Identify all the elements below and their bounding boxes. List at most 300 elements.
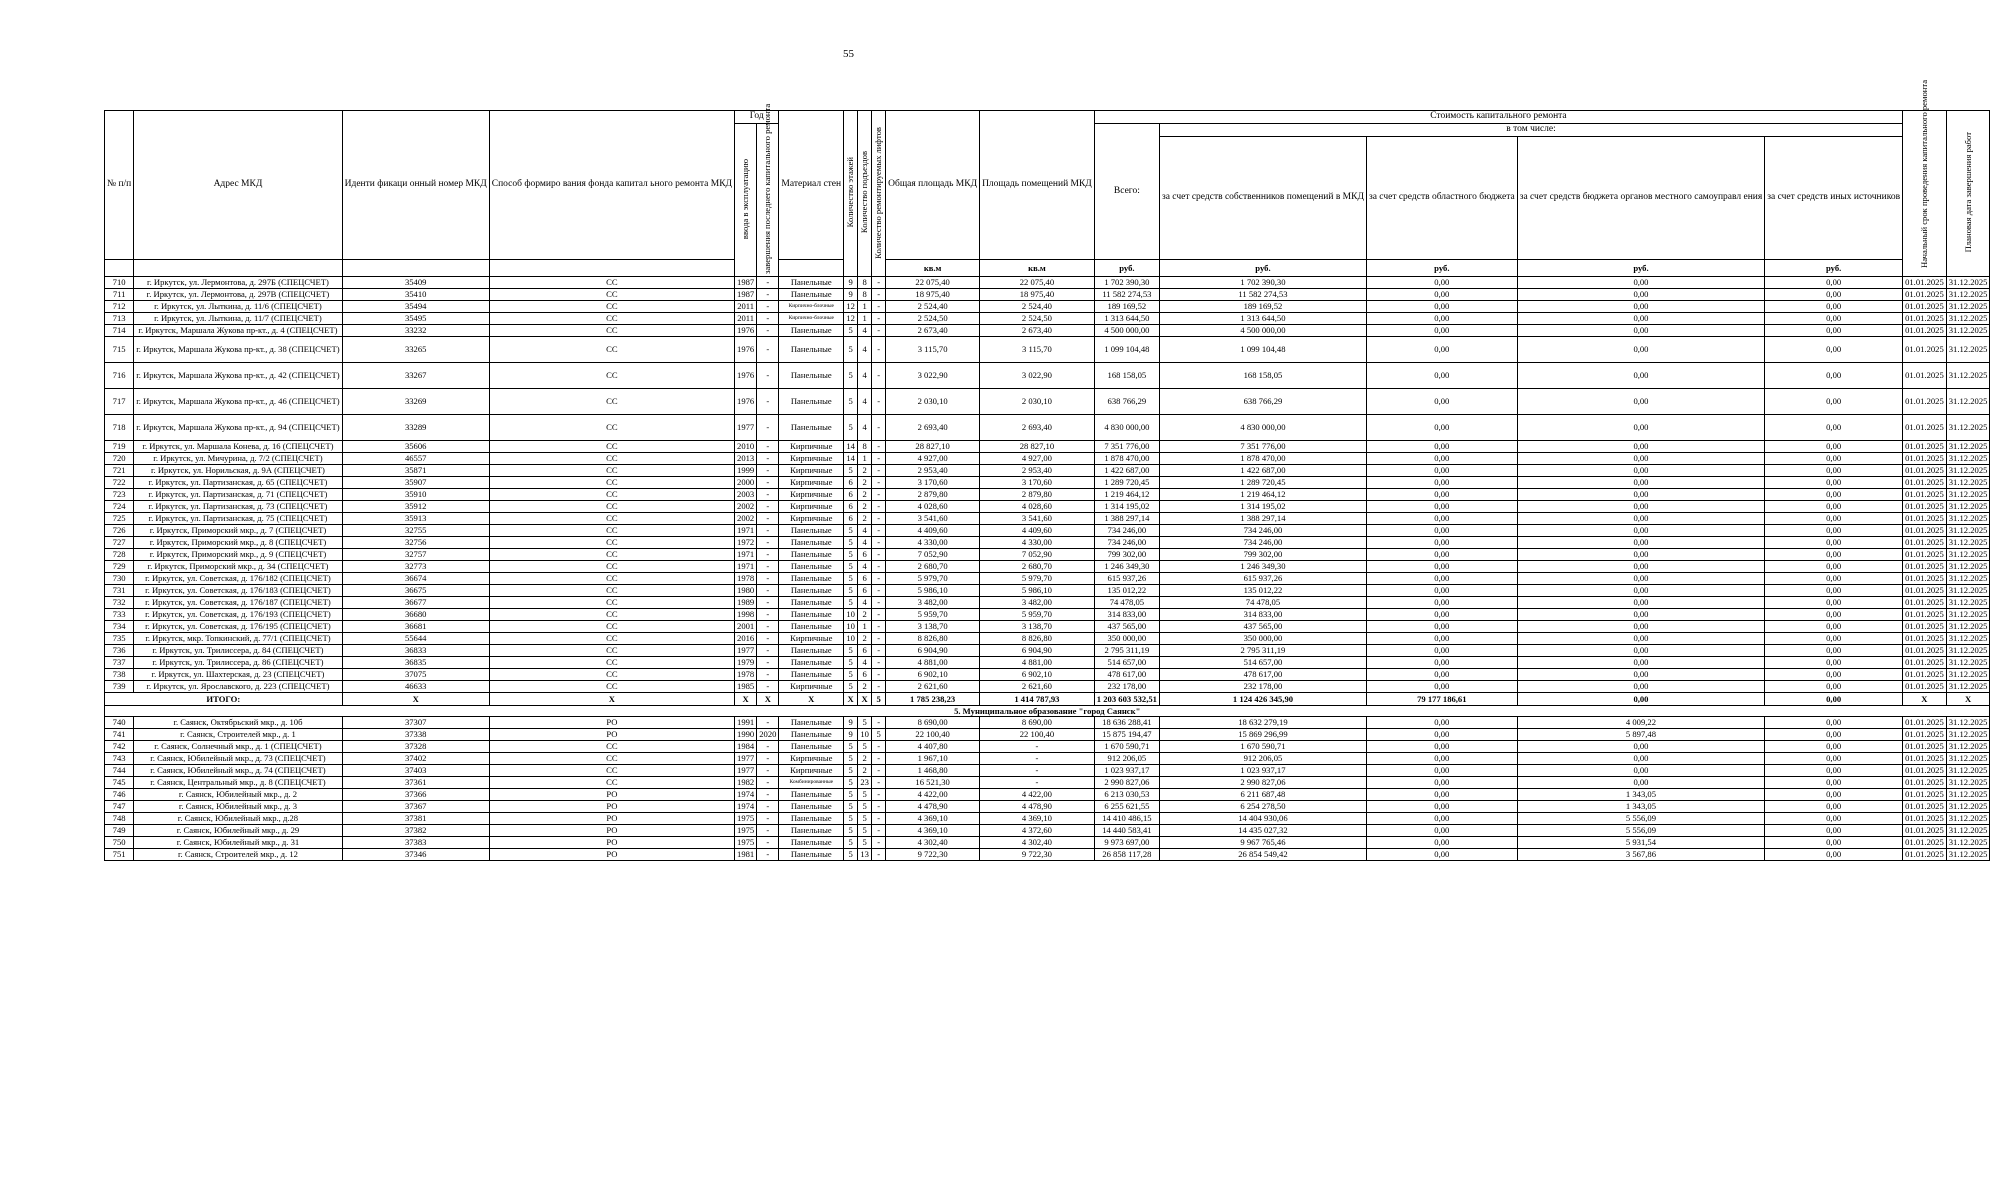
year-repair-cell: - <box>757 801 779 813</box>
col-incl: в том числе: <box>1159 124 1902 137</box>
total-cell: X <box>858 693 872 706</box>
unit-rub: руб. <box>1765 260 1903 277</box>
total-cost-cell: 14 440 583,41 <box>1094 825 1159 837</box>
end-date-cell: 31.12.2025 <box>1946 301 1990 313</box>
entrances-cell: 2 <box>858 465 872 477</box>
other-cell: 0,00 <box>1765 645 1903 657</box>
year-commission-cell: 1975 <box>735 813 757 825</box>
total-area-cell: 4 369,10 <box>886 825 980 837</box>
lifts-cell: - <box>872 837 886 849</box>
regional-cell: 0,00 <box>1366 789 1517 801</box>
start-date-cell: 01.01.2025 <box>1903 681 1947 693</box>
year-repair-cell: - <box>757 753 779 765</box>
local-cell: 0,00 <box>1517 585 1765 597</box>
address-cell: г. Саянск, Строителей мкр., д. 12 <box>134 849 342 861</box>
other-cell: 0,00 <box>1765 301 1903 313</box>
local-cell: 0,00 <box>1517 465 1765 477</box>
floors-cell: 9 <box>844 729 858 741</box>
address-cell: г. Иркутск, ул. Ярославского, д. 223 (СПЕЦСЧЕТ) <box>134 681 342 693</box>
table-row <box>105 717 1990 729</box>
premises-area-cell: 5 979,70 <box>980 573 1095 585</box>
table-row <box>105 501 1990 513</box>
total-area-cell: 2 680,70 <box>886 561 980 573</box>
floors-cell: 9 <box>844 289 858 301</box>
owners-cell: 135 012,22 <box>1159 585 1366 597</box>
start-date-cell: 01.01.2025 <box>1903 597 1947 609</box>
id-cell: 36674 <box>342 573 489 585</box>
owners-cell: 6 254 278,50 <box>1159 801 1366 813</box>
entrances-cell: 4 <box>858 537 872 549</box>
other-cell: 0,00 <box>1765 513 1903 525</box>
total-area-cell: 4 407,80 <box>886 741 980 753</box>
year-commission-cell: 1998 <box>735 609 757 621</box>
owners-cell: 18 632 279,19 <box>1159 717 1366 729</box>
lifts-cell: - <box>872 561 886 573</box>
year-repair-cell: 2020 <box>757 729 779 741</box>
entrances-cell: 6 <box>858 585 872 597</box>
table-row <box>105 681 1990 693</box>
lifts-cell: - <box>872 633 886 645</box>
col-other: за счет средств иных источников <box>1765 137 1903 260</box>
local-cell: 0,00 <box>1517 681 1765 693</box>
total-local: 0,00 <box>1517 693 1765 706</box>
material-cell: Панельные <box>779 561 844 573</box>
start-date-cell: 01.01.2025 <box>1903 441 1947 453</box>
local-cell: 0,00 <box>1517 301 1765 313</box>
local-cell: 0,00 <box>1517 633 1765 645</box>
total-area-cell: 3 482,00 <box>886 597 980 609</box>
total-area-cell: 4 028,60 <box>886 501 980 513</box>
address-cell: г. Саянск, Центральный мкр., д. 8 (СПЕЦСЧЕТ) <box>134 777 342 789</box>
regional-cell: 0,00 <box>1366 585 1517 597</box>
address-cell: г. Саянск, Октябрьский мкр., д. 10б <box>134 717 342 729</box>
row-num: 712 <box>105 301 134 313</box>
premises-area-cell: 4 372,60 <box>980 825 1095 837</box>
floors-cell: 5 <box>844 465 858 477</box>
start-date-cell: 01.01.2025 <box>1903 549 1947 561</box>
total-area-cell: 2 030,10 <box>886 389 980 415</box>
table-row <box>105 609 1990 621</box>
year-repair-cell: - <box>757 645 779 657</box>
address-cell: г. Иркутск, ул. Трилиссера, д. 86 (СПЕЦСЧЕТ) <box>134 657 342 669</box>
premises-area-cell: 22 100,40 <box>980 729 1095 741</box>
row-num: 746 <box>105 789 134 801</box>
entrances-cell: 4 <box>858 389 872 415</box>
method-cell: СС <box>489 277 734 289</box>
id-cell: 35494 <box>342 301 489 313</box>
entrances-cell: 2 <box>858 501 872 513</box>
premises-area-cell: 5 986,10 <box>980 585 1095 597</box>
entrances-cell: 4 <box>858 363 872 389</box>
floors-cell: 10 <box>844 621 858 633</box>
row-num: 750 <box>105 837 134 849</box>
total-cell: X <box>757 693 779 706</box>
entrances-cell: 5 <box>858 717 872 729</box>
address-cell: г. Иркутск, ул. Лермонтова, д. 297В (СПЕЦСЧЕТ) <box>134 289 342 301</box>
address-cell: г. Иркутск, ул. Норильская, д. 9А (СПЕЦСЧЕТ) <box>134 465 342 477</box>
other-cell: 0,00 <box>1765 415 1903 441</box>
premises-area-cell: 2 524,40 <box>980 301 1095 313</box>
lifts-cell: - <box>872 363 886 389</box>
local-cell: 0,00 <box>1517 501 1765 513</box>
owners-cell: 1 289 720,45 <box>1159 477 1366 489</box>
local-cell: 5 556,09 <box>1517 825 1765 837</box>
year-commission-cell: 1991 <box>735 717 757 729</box>
local-cell: 0,00 <box>1517 777 1765 789</box>
year-repair-cell: - <box>757 501 779 513</box>
other-cell: 0,00 <box>1765 789 1903 801</box>
year-commission-cell: 1990 <box>735 729 757 741</box>
start-date-cell: 01.01.2025 <box>1903 789 1947 801</box>
method-cell: СС <box>489 765 734 777</box>
total-cost-cell: 6 255 621,55 <box>1094 801 1159 813</box>
total-area-cell: 4 330,00 <box>886 537 980 549</box>
page-number: 55 <box>843 48 854 60</box>
premises-area-cell: - <box>980 777 1095 789</box>
table-row <box>105 313 1990 325</box>
floors-cell: 5 <box>844 389 858 415</box>
capital-repair-table <box>104 79 1990 861</box>
total-cost-cell: 15 875 194,47 <box>1094 729 1159 741</box>
id-cell: 37346 <box>342 849 489 861</box>
table-row <box>105 765 1990 777</box>
method-cell: СС <box>489 313 734 325</box>
year-repair-cell: - <box>757 789 779 801</box>
floors-cell: 5 <box>844 645 858 657</box>
address-cell: г. Саянск, Юбилейный мкр., д.28 <box>134 813 342 825</box>
col-floors: Количество этажей <box>844 111 858 277</box>
local-cell: 0,00 <box>1517 325 1765 337</box>
year-commission-cell: 1975 <box>735 825 757 837</box>
owners-cell: 232 178,00 <box>1159 681 1366 693</box>
lifts-cell: - <box>872 669 886 681</box>
owners-cell: 734 246,00 <box>1159 525 1366 537</box>
lifts-cell: - <box>872 441 886 453</box>
address-cell: г. Иркутск, ул. Партизанская, д. 71 (СПЕЦСЧЕТ) <box>134 489 342 501</box>
total-cost-cell: 1 702 390,30 <box>1094 277 1159 289</box>
end-date-cell: 31.12.2025 <box>1946 813 1990 825</box>
regional-cell: 0,00 <box>1366 289 1517 301</box>
other-cell: 0,00 <box>1765 597 1903 609</box>
premises-area-cell: 18 975,40 <box>980 289 1095 301</box>
premises-area-cell: 2 693,40 <box>980 415 1095 441</box>
total-area-cell: 1 967,10 <box>886 753 980 765</box>
owners-cell: 799 302,00 <box>1159 549 1366 561</box>
total-cost-cell: 734 246,00 <box>1094 525 1159 537</box>
col-year-group: Год <box>735 111 779 124</box>
total-cost-cell: 314 833,00 <box>1094 609 1159 621</box>
start-date-cell: 01.01.2025 <box>1903 525 1947 537</box>
id-cell: 35907 <box>342 477 489 489</box>
total-cell: X <box>342 693 489 706</box>
table-header <box>105 79 1990 277</box>
lifts-cell: - <box>872 609 886 621</box>
end-date-cell: 31.12.2025 <box>1946 753 1990 765</box>
address-cell: г. Иркутск, Маршала Жукова пр-кт., д. 42 (СПЕЦСЧЕТ) <box>134 363 342 389</box>
start-date-cell: 01.01.2025 <box>1903 513 1947 525</box>
floors-cell: 5 <box>844 753 858 765</box>
premises-area-cell: 8 826,80 <box>980 633 1095 645</box>
owners-cell: 11 582 274,53 <box>1159 289 1366 301</box>
year-repair-cell: - <box>757 717 779 729</box>
regional-cell: 0,00 <box>1366 657 1517 669</box>
id-cell: 33267 <box>342 363 489 389</box>
total-area-cell: 5 959,70 <box>886 609 980 621</box>
other-cell: 0,00 <box>1765 837 1903 849</box>
other-cell: 0,00 <box>1765 729 1903 741</box>
table-row <box>105 537 1990 549</box>
start-date-cell: 01.01.2025 <box>1903 825 1947 837</box>
year-commission-cell: 1971 <box>735 561 757 573</box>
method-cell: РО <box>489 789 734 801</box>
row-num: 745 <box>105 777 134 789</box>
local-cell: 4 009,22 <box>1517 717 1765 729</box>
material-cell: Кирпичные <box>779 633 844 645</box>
year-commission-cell: 1978 <box>735 669 757 681</box>
other-cell: 0,00 <box>1765 441 1903 453</box>
total-area-cell: 2 524,40 <box>886 301 980 313</box>
start-date-cell: 01.01.2025 <box>1903 561 1947 573</box>
method-cell: СС <box>489 363 734 389</box>
method-cell: СС <box>489 415 734 441</box>
table-row <box>105 741 1990 753</box>
total-area-cell: 3 115,70 <box>886 337 980 363</box>
material-cell: Комбинированные <box>779 777 844 789</box>
row-num: 714 <box>105 325 134 337</box>
year-repair-cell: - <box>757 337 779 363</box>
regional-cell: 0,00 <box>1366 681 1517 693</box>
method-cell: СС <box>489 465 734 477</box>
floors-cell: 5 <box>844 825 858 837</box>
row-num: 728 <box>105 549 134 561</box>
floors-cell: 6 <box>844 501 858 513</box>
row-num: 719 <box>105 441 134 453</box>
lifts-cell: - <box>872 289 886 301</box>
year-commission-cell: 1976 <box>735 337 757 363</box>
end-date-cell: 31.12.2025 <box>1946 513 1990 525</box>
row-num: 725 <box>105 513 134 525</box>
total-cost-cell: 1 878 470,00 <box>1094 453 1159 465</box>
table-row <box>105 337 1990 363</box>
floors-cell: 5 <box>844 337 858 363</box>
address-cell: г. Иркутск, ул. Шахтерская, д. 23 (СПЕЦСЧЕТ) <box>134 669 342 681</box>
floors-cell: 5 <box>844 597 858 609</box>
row-num: 727 <box>105 537 134 549</box>
year-repair-cell: - <box>757 597 779 609</box>
year-commission-cell: 1977 <box>735 753 757 765</box>
entrances-cell: 5 <box>858 741 872 753</box>
total-cost-cell: 1 388 297,14 <box>1094 513 1159 525</box>
start-date-cell: 01.01.2025 <box>1903 645 1947 657</box>
col-year-commission: ввода в эксплуатацию <box>735 124 757 277</box>
regional-cell: 0,00 <box>1366 537 1517 549</box>
end-date-cell: 31.12.2025 <box>1946 465 1990 477</box>
method-cell: СС <box>489 549 734 561</box>
col-year-last-repair: завершения последнего капитального ремонта <box>757 124 779 277</box>
method-cell: РО <box>489 825 734 837</box>
local-cell: 0,00 <box>1517 489 1765 501</box>
lifts-cell: - <box>872 741 886 753</box>
total-cost-cell: 734 246,00 <box>1094 537 1159 549</box>
method-cell: СС <box>489 325 734 337</box>
regional-cell: 0,00 <box>1366 453 1517 465</box>
row-num: 740 <box>105 717 134 729</box>
year-repair-cell: - <box>757 525 779 537</box>
end-date-cell: 31.12.2025 <box>1946 669 1990 681</box>
regional-cell: 0,00 <box>1366 415 1517 441</box>
other-cell: 0,00 <box>1765 325 1903 337</box>
id-cell: 37381 <box>342 813 489 825</box>
year-repair-cell: - <box>757 549 779 561</box>
entrances-cell: 2 <box>858 489 872 501</box>
year-commission-cell: 1980 <box>735 585 757 597</box>
entrances-cell: 4 <box>858 597 872 609</box>
total-cost-cell: 1 313 644,50 <box>1094 313 1159 325</box>
premises-area-cell: 3 115,70 <box>980 337 1095 363</box>
method-cell: СС <box>489 441 734 453</box>
table-row <box>105 753 1990 765</box>
entrances-cell: 6 <box>858 669 872 681</box>
total-area-cell: 22 100,40 <box>886 729 980 741</box>
unit-area: кв.м <box>980 260 1095 277</box>
method-cell: СС <box>489 477 734 489</box>
total-cost-cell: 168 158,05 <box>1094 363 1159 389</box>
lifts-cell: - <box>872 501 886 513</box>
address-cell: г. Иркутск, ул. Лермонтова, д. 297Б (СПЕЦСЧЕТ) <box>134 277 342 289</box>
id-cell: 35910 <box>342 489 489 501</box>
owners-cell: 1 878 470,00 <box>1159 453 1366 465</box>
rows-group-a <box>105 277 1990 337</box>
lifts-cell: - <box>872 681 886 693</box>
owners-cell: 4 500 000,00 <box>1159 325 1366 337</box>
local-cell: 0,00 <box>1517 657 1765 669</box>
end-date-cell: 31.12.2025 <box>1946 633 1990 645</box>
id-cell: 37328 <box>342 741 489 753</box>
regional-cell: 0,00 <box>1366 501 1517 513</box>
other-cell: 0,00 <box>1765 501 1903 513</box>
total-area-cell: 28 827,10 <box>886 441 980 453</box>
entrances-cell: 1 <box>858 301 872 313</box>
start-date-cell: 01.01.2025 <box>1903 585 1947 597</box>
material-cell: Панельные <box>779 621 844 633</box>
lifts-cell: - <box>872 573 886 585</box>
start-date-cell: 01.01.2025 <box>1903 657 1947 669</box>
id-cell: 32756 <box>342 537 489 549</box>
row-num: 723 <box>105 489 134 501</box>
end-date-cell: 31.12.2025 <box>1946 825 1990 837</box>
total-other: 0,00 <box>1765 693 1903 706</box>
row-num: 736 <box>105 645 134 657</box>
year-commission-cell: 1976 <box>735 325 757 337</box>
col-num: № п/п <box>105 111 134 260</box>
start-date-cell: 01.01.2025 <box>1903 753 1947 765</box>
entrances-cell: 2 <box>858 513 872 525</box>
entrances-cell: 8 <box>858 277 872 289</box>
other-cell: 0,00 <box>1765 717 1903 729</box>
start-date-cell: 01.01.2025 <box>1903 489 1947 501</box>
row-num: 751 <box>105 849 134 861</box>
local-cell: 0,00 <box>1517 753 1765 765</box>
method-cell: СС <box>489 609 734 621</box>
material-cell: Панельные <box>779 289 844 301</box>
year-commission-cell: 1982 <box>735 777 757 789</box>
material-cell: Панельные <box>779 585 844 597</box>
total-area-cell: 1 468,80 <box>886 765 980 777</box>
col-end: Плановая дата завершения работ <box>1946 111 1990 277</box>
year-commission-cell: 2002 <box>735 513 757 525</box>
local-cell: 0,00 <box>1517 765 1765 777</box>
material-cell: Панельные <box>779 741 844 753</box>
premises-area-cell: 2 953,40 <box>980 465 1095 477</box>
local-cell: 0,00 <box>1517 525 1765 537</box>
local-cell: 1 343,05 <box>1517 801 1765 813</box>
end-date-cell: 31.12.2025 <box>1946 415 1990 441</box>
lifts-cell: - <box>872 789 886 801</box>
floors-cell: 5 <box>844 741 858 753</box>
owners-cell: 638 766,29 <box>1159 389 1366 415</box>
section-row <box>105 706 1990 717</box>
method-cell: СС <box>489 741 734 753</box>
table-row <box>105 477 1990 489</box>
year-commission-cell: 1987 <box>735 277 757 289</box>
floors-cell: 14 <box>844 441 858 453</box>
address-cell: г. Иркутск, ул. Советская, д. 176/183 (СПЕЦСЧЕТ) <box>134 585 342 597</box>
total-cost-cell: 232 178,00 <box>1094 681 1159 693</box>
other-cell: 0,00 <box>1765 681 1903 693</box>
year-repair-cell: - <box>757 325 779 337</box>
id-cell: 36675 <box>342 585 489 597</box>
year-commission-cell: 2011 <box>735 301 757 313</box>
start-date-cell: 01.01.2025 <box>1903 633 1947 645</box>
material-cell: Кирпичные <box>779 765 844 777</box>
method-cell: РО <box>489 849 734 861</box>
material-cell: Панельные <box>779 537 844 549</box>
total-cost-cell: 1 099 104,48 <box>1094 337 1159 363</box>
other-cell: 0,00 <box>1765 669 1903 681</box>
address-cell: г. Саянск, Юбилейный мкр., д. 29 <box>134 825 342 837</box>
lifts-cell: - <box>872 549 886 561</box>
lifts-cell: - <box>872 453 886 465</box>
local-cell: 0,00 <box>1517 621 1765 633</box>
col-material: Материал стен <box>779 111 844 260</box>
table-row <box>105 389 1990 415</box>
floors-cell: 6 <box>844 477 858 489</box>
other-cell: 0,00 <box>1765 585 1903 597</box>
entrances-cell: 4 <box>858 525 872 537</box>
table-row <box>105 657 1990 669</box>
floors-cell: 5 <box>844 789 858 801</box>
total-cell: X <box>735 693 757 706</box>
entrances-cell: 1 <box>858 453 872 465</box>
premises-area-cell: 22 075,40 <box>980 277 1095 289</box>
row-num: 722 <box>105 477 134 489</box>
lifts-cell: - <box>872 301 886 313</box>
total-area-cell: 8 690,00 <box>886 717 980 729</box>
address-cell: г. Иркутск, ул. Советская, д. 176/187 (СПЕЦСЧЕТ) <box>134 597 342 609</box>
year-commission-cell: 1977 <box>735 765 757 777</box>
total-cost-cell: 615 937,26 <box>1094 573 1159 585</box>
method-cell: СС <box>489 753 734 765</box>
regional-cell: 0,00 <box>1366 441 1517 453</box>
premises-area-cell: 9 722,30 <box>980 849 1095 861</box>
total-cost-cell: 1 314 195,02 <box>1094 501 1159 513</box>
row-num: 711 <box>105 289 134 301</box>
total-cost-cell: 912 206,05 <box>1094 753 1159 765</box>
id-cell: 32755 <box>342 525 489 537</box>
lifts-cell: - <box>872 465 886 477</box>
other-cell: 0,00 <box>1765 313 1903 325</box>
total-cost-cell: 189 169,52 <box>1094 301 1159 313</box>
